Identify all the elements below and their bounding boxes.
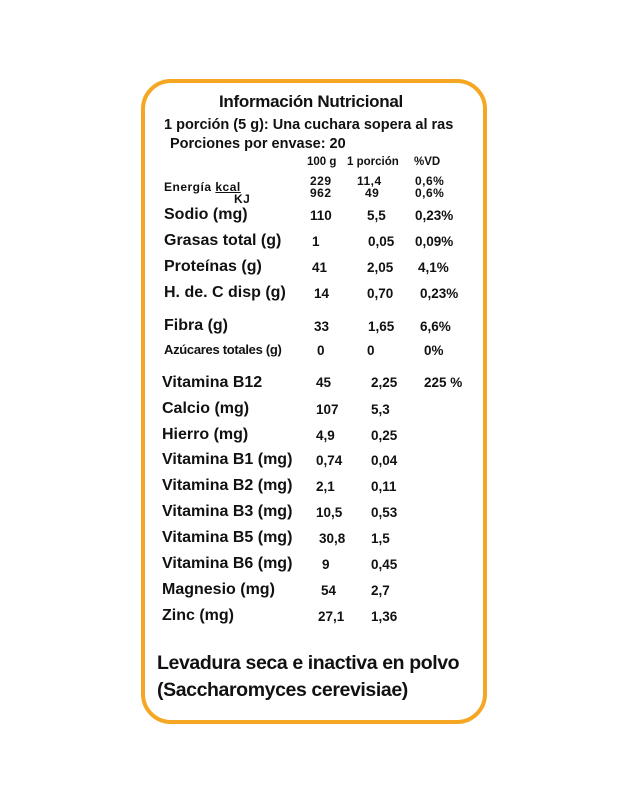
energy-unit-kcal: kcal [215,180,241,194]
nutrient-100g: 0,74 [316,453,343,468]
nutrient-serving: 5,5 [367,208,386,223]
nutrient-dv: 0,09% [415,234,454,249]
nutrient-name: Sodio (mg) [164,206,248,223]
nutrient-100g: 9 [322,557,330,572]
nutrient-name: H. de. C disp (g) [164,284,286,301]
nutrient-100g: 2,1 [316,479,335,494]
energy-kj-100g: 962 [310,186,332,200]
nutrient-100g: 41 [312,260,328,275]
nutrient-100g: 10,5 [316,505,343,520]
nutrient-dv: 0,23% [420,286,459,301]
product-name: Levadura seca e inactiva en polvo [157,652,460,674]
nutrient-serving: 0,04 [371,453,398,468]
nutrient-serving: 1,65 [368,319,395,334]
nutrient-serving: 2,7 [371,583,390,598]
nutrient-100g: 27,1 [318,609,345,624]
nutrient-100g: 33 [314,319,330,334]
serving-size: 1 porción (5 g): Una cuchara sopera al ras [164,117,454,133]
nutrient-100g: 0 [317,343,325,358]
servings-per-container: Porciones por envase: 20 [170,136,346,152]
nutrient-100g: 1 [312,234,320,249]
energy-kcal-100g: 229 [310,174,332,188]
nutrient-dv: 6,6% [420,319,451,334]
nutrient-dv: 225 % [424,375,463,390]
nutrient-serving: 0,53 [371,505,398,520]
column-header-100g: 100 g [307,156,337,168]
nutrient-name: Azúcares totales (g) [164,342,282,357]
nutrient-serving: 0,11 [371,479,397,494]
energy-unit-kj: KJ [234,192,251,206]
nutrient-name: Magnesio (mg) [162,581,275,598]
nutrient-name: Vitamina B1 (mg) [162,451,293,468]
column-header-serving: 1 porción [347,156,399,168]
nutrient-serving: 2,25 [371,375,398,390]
nutrient-dv: 0,23% [415,208,454,223]
nutrient-name: Fibra (g) [164,317,228,334]
product-species: (Saccharomyces cerevisiae) [157,679,408,701]
nutrient-serving: 5,3 [371,402,390,417]
nutrient-serving: 0,70 [367,286,394,301]
nutrient-name: Vitamina B6 (mg) [162,555,293,572]
energy-name: Energía [164,180,212,194]
nutrient-dv: 4,1% [418,260,449,275]
energy-kcal-dv: 0,6% [415,174,445,188]
energy-kj-dv: 0,6% [415,186,445,200]
nutrient-serving: 0 [367,343,375,358]
nutrient-name: Calcio (mg) [162,400,250,417]
nutrient-serving: 0,45 [371,557,398,572]
nutrient-name: Vitamina B12 [162,374,263,391]
nutrient-100g: 110 [310,208,332,223]
nutrient-100g: 30,8 [319,531,346,546]
nutrient-name: Proteínas (g) [164,258,262,275]
energy-label [164,181,241,193]
nutrient-100g: 45 [316,375,332,390]
nutrient-name: Vitamina B3 (mg) [162,503,293,520]
nutrient-serving: 1,36 [371,609,398,624]
nutrient-100g: 4,9 [316,428,335,443]
nutrient-100g: 14 [314,286,330,301]
column-header-dv: %VD [414,156,441,168]
nutrient-serving: 0,05 [368,234,395,249]
nutrient-100g: 107 [316,402,339,417]
nutrient-serving: 2,05 [367,260,394,275]
nutrient-name: Vitamina B2 (mg) [162,477,293,494]
nutrient-name: Vitamina B5 (mg) [162,529,293,546]
nutrient-serving: 0,25 [371,428,398,443]
nutrient-name: Zinc (mg) [162,607,234,624]
nutrient-name: Hierro (mg) [162,426,249,443]
nutrient-name: Grasas total (g) [164,232,282,249]
nutrient-serving: 1,5 [371,531,390,546]
label-title: Información Nutricional [219,92,403,111]
nutrient-100g: 54 [321,583,337,598]
energy-kcal-serving: 11,4 [357,174,382,188]
energy-kj-serving: 49 [365,186,380,200]
nutrient-dv: 0% [424,343,444,358]
